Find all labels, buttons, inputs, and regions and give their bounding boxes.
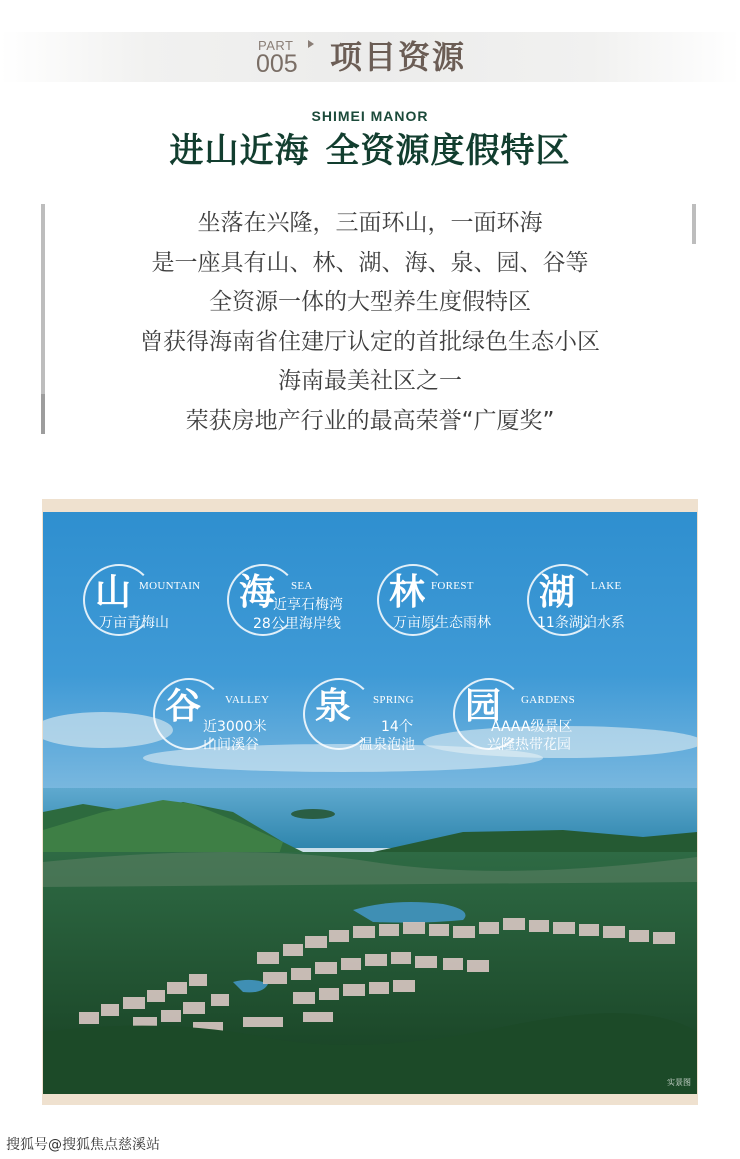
feature-char: 海	[239, 571, 276, 613]
feature-char: 湖	[539, 571, 576, 613]
feature-char: 谷	[165, 685, 202, 727]
feature-en: GARDENS	[521, 694, 576, 706]
feature-line1: 万亩青梅山	[99, 615, 169, 631]
headline-part-2: 全资源度假特区	[325, 131, 571, 171]
feature-en: FOREST	[431, 580, 474, 592]
feature-en: VALLEY	[225, 694, 270, 706]
intro-line: 荣获房地产行业的最高荣誉“广厦奖”	[185, 407, 555, 434]
feature-line1: 14个	[381, 719, 413, 735]
intro-line: 坐落在兴隆，三面环山，一面环海	[197, 210, 543, 236]
feature-en: SEA	[291, 580, 313, 592]
feature-line2: 山间溪谷	[203, 737, 259, 753]
intro-line: 全资源一体的大型养生度假特区	[209, 289, 531, 315]
feature-char: 山	[95, 571, 132, 613]
feature-lake	[527, 564, 667, 644]
intro-line: 是一座具有山、林、湖、海、泉、园、谷等	[151, 249, 589, 276]
feature-line1: AAAA级景区	[491, 719, 573, 735]
feature-char: 林	[389, 571, 426, 613]
feature-en: SPRING	[373, 694, 414, 706]
brand-name: SHIMEI MANOR	[311, 108, 429, 124]
headline-part-1: 进山近海	[169, 131, 310, 171]
intro-line: 曾获得海南省住建厅认定的首批绿色生态小区	[140, 328, 600, 355]
photo-tag: 实景图	[667, 1078, 691, 1087]
feature-line2: 28公里海岸线	[253, 616, 341, 632]
headline	[0, 128, 740, 174]
part-number: 005	[256, 50, 298, 78]
feature-line1: 11条湖泊水系	[537, 615, 625, 631]
feature-valley	[153, 678, 293, 758]
aerial-photo	[43, 512, 697, 1094]
feature-line2: 兴隆热带花园	[487, 737, 571, 753]
feature-line1: 万亩原生态雨林	[393, 615, 491, 631]
part-label: PART	[258, 38, 294, 53]
feature-gardens	[453, 678, 603, 758]
part-marker	[256, 36, 320, 80]
feature-char: 泉	[315, 685, 352, 727]
intro-line: 海南最美社区之一	[278, 368, 462, 394]
feature-spring	[303, 678, 443, 758]
feature-line2: 温泉泡池	[359, 737, 415, 753]
intro-text	[44, 204, 696, 441]
feature-forest	[377, 564, 517, 644]
feature-en: LAKE	[591, 580, 622, 592]
feature-char: 园	[465, 685, 502, 727]
feature-en: MOUNTAIN	[139, 580, 201, 592]
feature-mountain	[83, 564, 233, 644]
feature-sea	[227, 564, 367, 644]
feature-line1: 近3000米	[203, 719, 267, 735]
triangle-icon	[308, 40, 314, 48]
watermark: 搜狐号@搜狐焦点慈溪站	[6, 1137, 160, 1153]
feature-line1: 近享石梅湾	[273, 597, 343, 613]
section-title: 项目资源	[330, 38, 467, 76]
